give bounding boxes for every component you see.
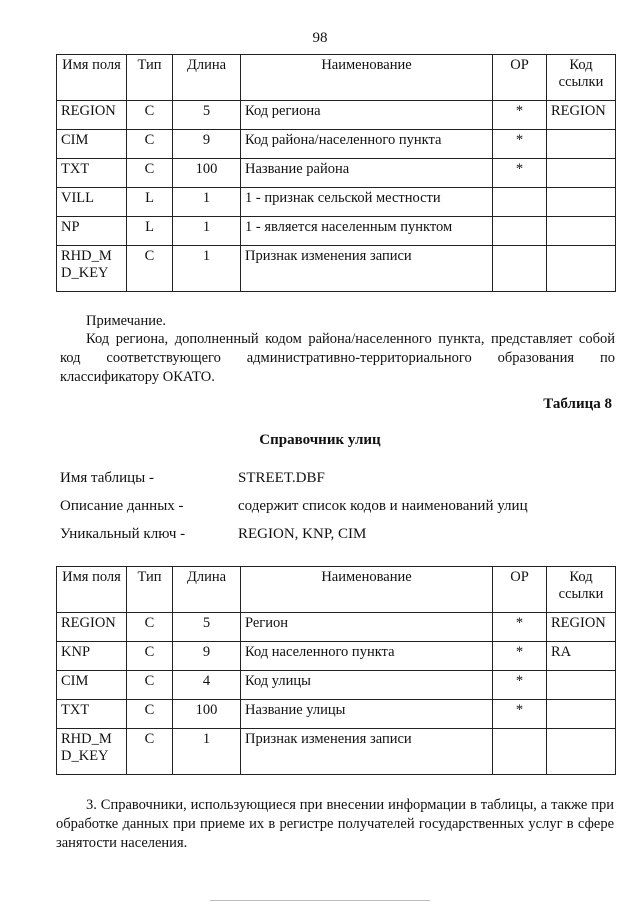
cell-length: 5 bbox=[173, 613, 241, 642]
header-description: Наименование bbox=[241, 567, 493, 613]
cell-type: L bbox=[127, 188, 173, 217]
cell-length: 9 bbox=[173, 130, 241, 159]
cell-type: C bbox=[127, 613, 173, 642]
cell-or: * bbox=[493, 642, 547, 671]
cell-or: * bbox=[493, 671, 547, 700]
cell-type: C bbox=[127, 729, 173, 775]
fields-table-1 bbox=[56, 54, 616, 292]
table-row bbox=[57, 130, 616, 159]
meta-unique-key-label: Уникальный ключ - bbox=[60, 526, 186, 542]
cell-ref-code bbox=[547, 130, 616, 159]
cell-length: 100 bbox=[173, 700, 241, 729]
cell-description: Код района/населенного пункта bbox=[241, 130, 493, 159]
header-type: Тип bbox=[127, 55, 173, 101]
table-row bbox=[57, 642, 616, 671]
cell-length: 9 bbox=[173, 642, 241, 671]
table-row bbox=[57, 101, 616, 130]
page-number: 98 bbox=[312, 30, 328, 46]
cell-description: 1 - признак сельской местности bbox=[241, 188, 493, 217]
cell-field-name: REGION bbox=[57, 613, 127, 642]
cell-field-name: CIM bbox=[57, 671, 127, 700]
cell-ref-code bbox=[547, 159, 616, 188]
header-length: Длина bbox=[173, 567, 241, 613]
cell-description: Код населенного пункта bbox=[241, 642, 493, 671]
header-field-name: Имя поля bbox=[57, 55, 127, 101]
cell-description: Код улицы bbox=[241, 671, 493, 700]
cell-field-name: KNP bbox=[57, 642, 127, 671]
meta-table-name-label: Имя таблицы - bbox=[60, 470, 154, 486]
bottom-rule bbox=[210, 900, 430, 901]
meta-table-name-value: STREET.DBF bbox=[238, 470, 325, 486]
cell-or: * bbox=[493, 130, 547, 159]
header-or: ОР bbox=[493, 567, 547, 613]
cell-field-name: VILL bbox=[57, 188, 127, 217]
cell-ref-code: REGION bbox=[547, 101, 616, 130]
header-field-name: Имя поля bbox=[57, 567, 127, 613]
table-row bbox=[57, 700, 616, 729]
header-description: Наименование bbox=[241, 55, 493, 101]
cell-type: C bbox=[127, 246, 173, 292]
cell-length: 1 bbox=[173, 188, 241, 217]
cell-ref-code bbox=[547, 246, 616, 292]
cell-description: Регион bbox=[241, 613, 493, 642]
cell-ref-code bbox=[547, 700, 616, 729]
cell-field-name: RHD_M D_KEY bbox=[57, 246, 127, 292]
paragraph-3: 3. Справочники, использующиеся при внесении информации в таблицы, а также при обработке данных при приеме их в регистре получателей государственных услуг в сфере занятости населения. bbox=[56, 797, 614, 851]
cell-or: * bbox=[493, 101, 547, 130]
cell-description: Название района bbox=[241, 159, 493, 188]
cell-description: Код региона bbox=[241, 101, 493, 130]
cell-description: 1 - является населенным пунктом bbox=[241, 217, 493, 246]
table-row bbox=[57, 671, 616, 700]
cell-length: 4 bbox=[173, 671, 241, 700]
header-ref-code: Код ссылки bbox=[547, 567, 616, 613]
cell-length: 100 bbox=[173, 159, 241, 188]
cell-or: * bbox=[493, 700, 547, 729]
cell-or bbox=[493, 188, 547, 217]
table-row bbox=[57, 188, 616, 217]
cell-ref-code bbox=[547, 217, 616, 246]
cell-field-name: REGION bbox=[57, 101, 127, 130]
header-type: Тип bbox=[127, 567, 173, 613]
cell-length: 1 bbox=[173, 729, 241, 775]
table-row bbox=[57, 613, 616, 642]
cell-description: Признак изменения записи bbox=[241, 246, 493, 292]
note-body: Код региона, дополненный кодом района/населенного пункта, представляет собой код соответствующего административно-территориального образования по классификатору ОКАТО. bbox=[60, 331, 615, 385]
cell-ref-code bbox=[547, 729, 616, 775]
table-row bbox=[57, 729, 616, 775]
cell-description: Название улицы bbox=[241, 700, 493, 729]
header-or: ОР bbox=[493, 55, 547, 101]
table-caption: Таблица 8 bbox=[543, 396, 612, 412]
cell-field-name: TXT bbox=[57, 700, 127, 729]
cell-ref-code: RA bbox=[547, 642, 616, 671]
cell-ref-code: REGION bbox=[547, 613, 616, 642]
cell-length: 5 bbox=[173, 101, 241, 130]
cell-type: C bbox=[127, 101, 173, 130]
cell-type: C bbox=[127, 159, 173, 188]
table-title: Справочник улиц bbox=[259, 432, 381, 448]
header-ref-code: Код ссылки bbox=[547, 55, 616, 101]
header-length: Длина bbox=[173, 55, 241, 101]
cell-field-name: TXT bbox=[57, 159, 127, 188]
cell-length: 1 bbox=[173, 246, 241, 292]
fields-table-2 bbox=[56, 566, 616, 775]
table-header-row bbox=[57, 567, 616, 613]
table-row bbox=[57, 246, 616, 292]
cell-ref-code bbox=[547, 671, 616, 700]
table-row bbox=[57, 159, 616, 188]
cell-type: C bbox=[127, 700, 173, 729]
meta-description-label: Описание данных - bbox=[60, 498, 184, 514]
cell-or: * bbox=[493, 613, 547, 642]
meta-unique-key-value: REGION, KNP, CIM bbox=[238, 526, 367, 542]
cell-field-name: NP bbox=[57, 217, 127, 246]
cell-or bbox=[493, 729, 547, 775]
cell-type: L bbox=[127, 217, 173, 246]
cell-field-name: RHD_M D_KEY bbox=[57, 729, 127, 775]
table-row bbox=[57, 217, 616, 246]
cell-type: C bbox=[127, 130, 173, 159]
cell-or bbox=[493, 217, 547, 246]
cell-or: * bbox=[493, 159, 547, 188]
cell-field-name: CIM bbox=[57, 130, 127, 159]
cell-ref-code bbox=[547, 188, 616, 217]
cell-type: C bbox=[127, 671, 173, 700]
meta-description-value: содержит список кодов и наименований улиц bbox=[238, 498, 528, 514]
note-title: Примечание. bbox=[86, 313, 167, 329]
cell-or bbox=[493, 246, 547, 292]
cell-type: C bbox=[127, 642, 173, 671]
cell-description: Признак изменения записи bbox=[241, 729, 493, 775]
table-header-row bbox=[57, 55, 616, 101]
cell-length: 1 bbox=[173, 217, 241, 246]
